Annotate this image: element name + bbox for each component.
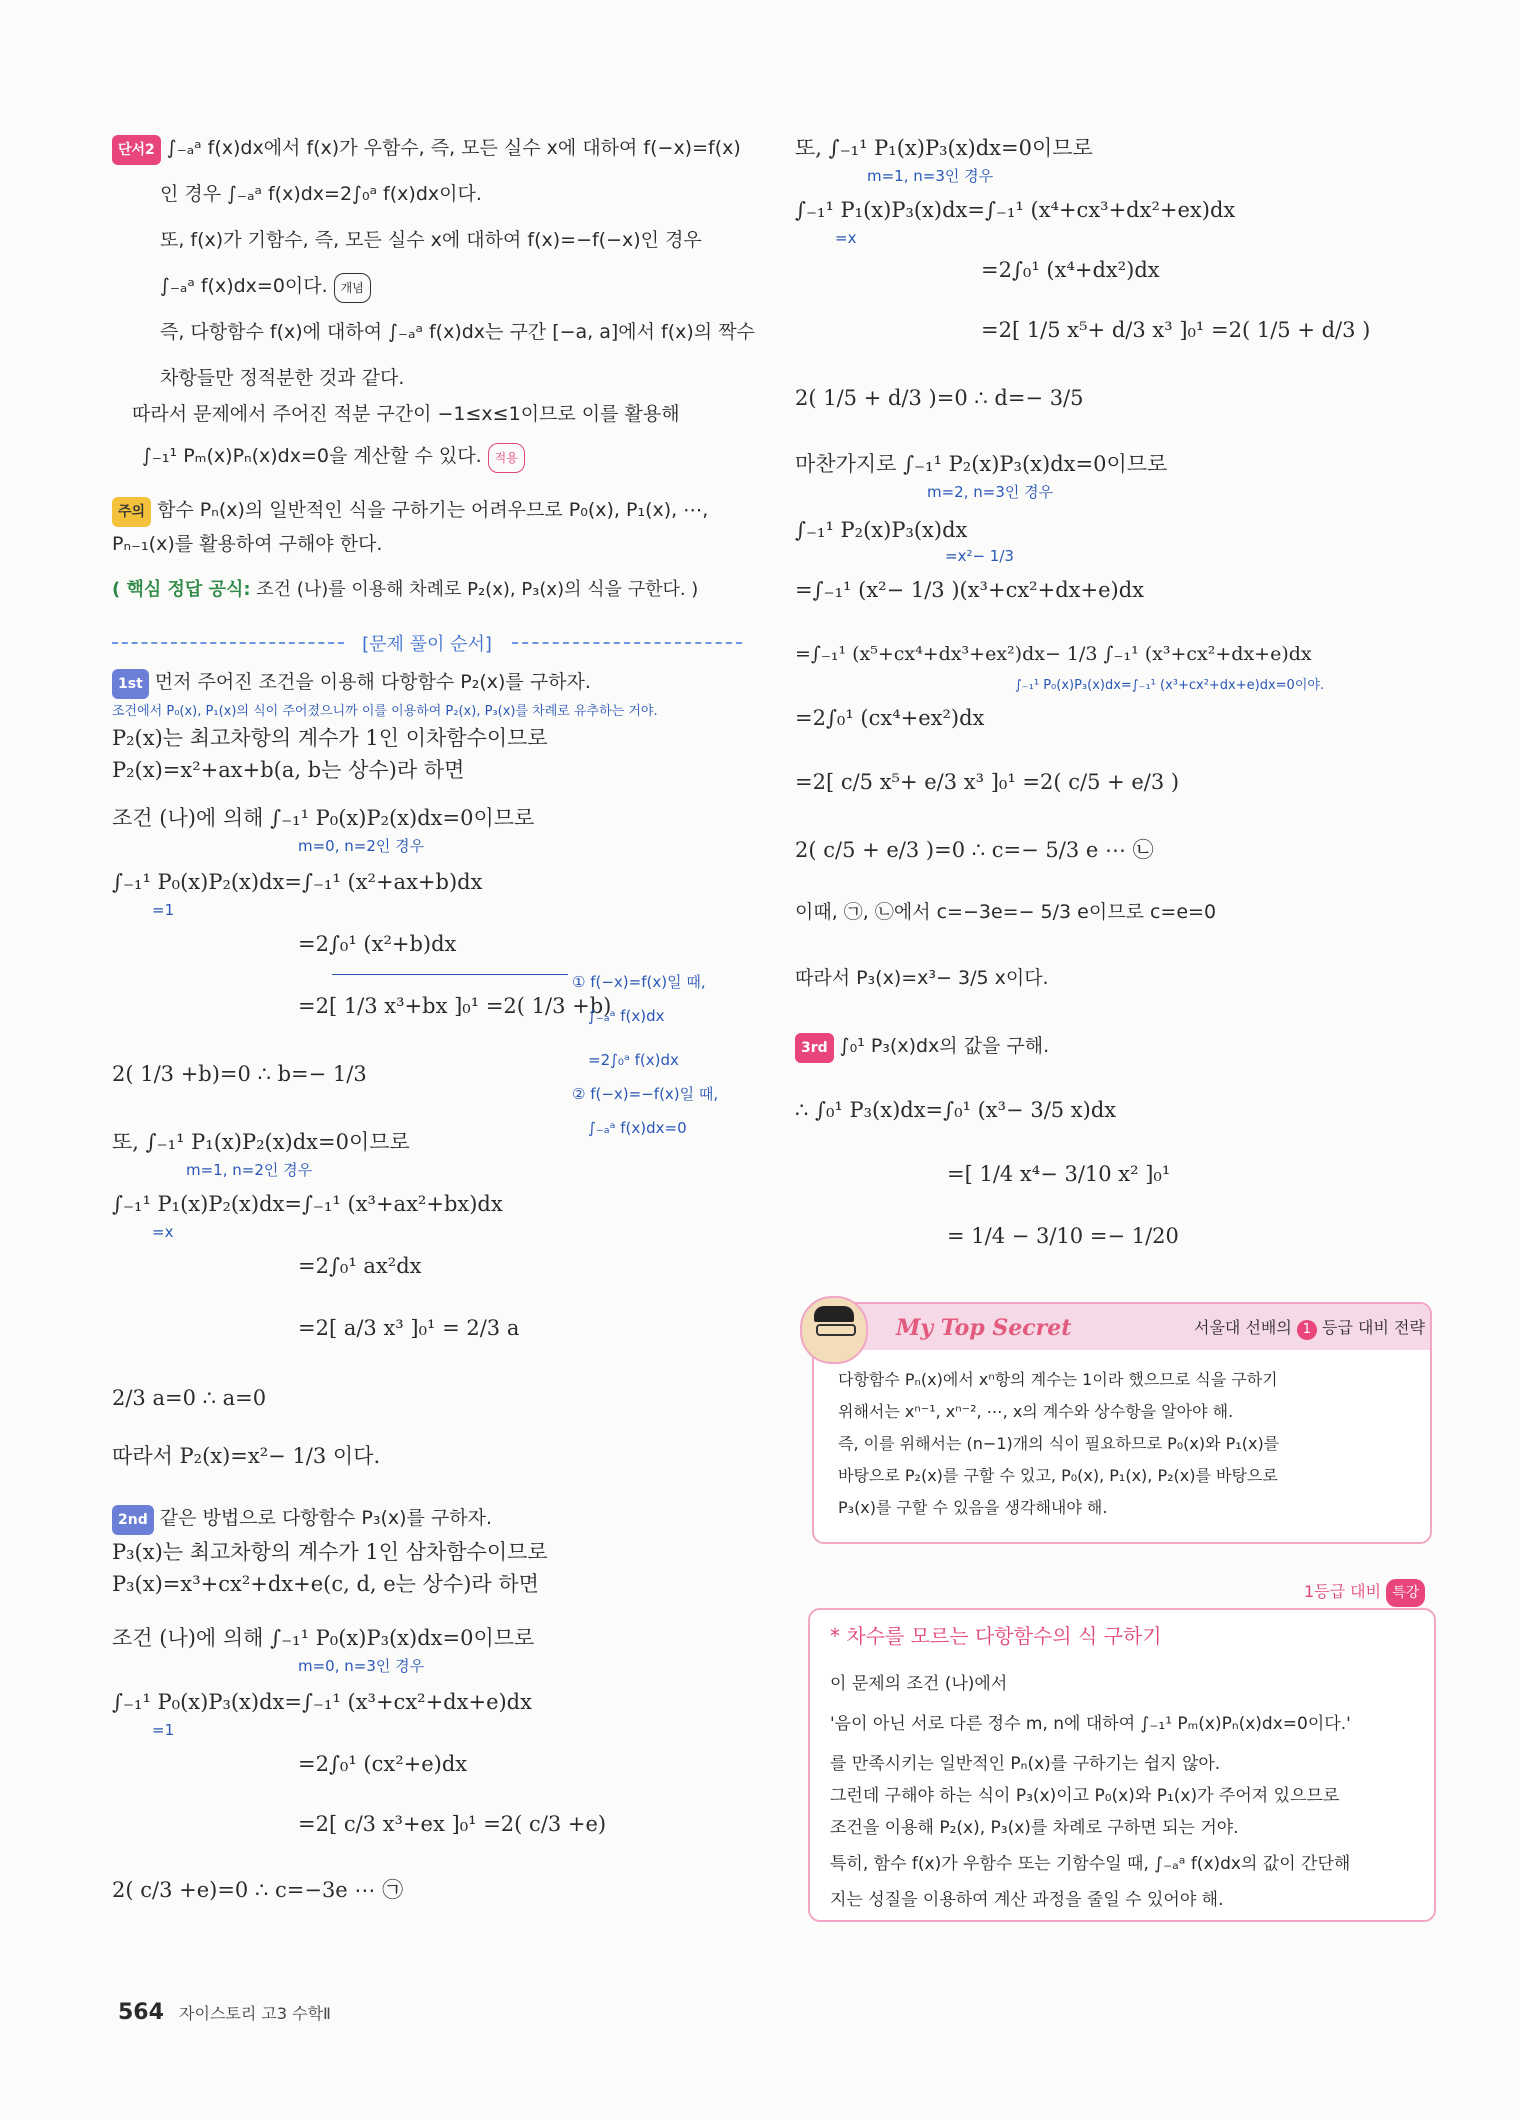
caution-tag: 주의 (112, 497, 151, 527)
right-sub-1: m=1, n=3인 경우 (867, 167, 994, 185)
hint-line-3: 또, f(x)가 기함수, 즉, 모든 실수 x에 대하여 f(x)=−f(−x)인 경우 (160, 229, 702, 251)
right-line-6: 마찬가지로 ∫₋₁¹ P₂(x)P₃(x)dx=0이므로 (795, 452, 1168, 476)
divider-right (512, 642, 742, 644)
avatar-hair (814, 1306, 854, 1322)
secret-line-4: 바탕으로 P₂(x)를 구할 수 있고, P₀(x), P₁(x), P₂(x)를 바탕으로 (838, 1466, 1278, 1485)
special-title: * 차수를 모르는 다항함수의 식 구하기 (830, 1624, 1162, 1648)
special-line-1: 이 문제의 조건 (나)에서 (830, 1674, 1008, 1694)
hint-line-2: 인 경우 ∫₋ₐᵃ f(x)dx=2∫₀ᵃ f(x)dx이다. (160, 183, 482, 205)
right-line-5: 2( 1/5 + d/3 )=0 ∴ d=− 3/5 (795, 386, 1084, 410)
top-secret-title: My Top Secret (896, 1315, 1072, 1341)
secret-line-1: 다항함수 Pₙ(x)에서 xⁿ항의 계수는 1이라 했으므로 식을 구하기 (838, 1370, 1278, 1389)
hint-line-4: ∫₋ₐᵃ f(x)dx=0이다. 개념 (160, 272, 371, 303)
secret-line-2: 위해서는 xⁿ⁻¹, xⁿ⁻², ⋯, x의 계수와 상수항을 알아야 해. (838, 1402, 1234, 1421)
side-note-3: =2∫₀ᵃ f(x)dx (588, 1051, 679, 1069)
step1-line-3: 조건 (나)에 의해 ∫₋₁¹ P₀(x)P₂(x)dx=0이므로 (112, 806, 535, 830)
key-formula (112, 576, 698, 604)
right-line-10: =2∫₀¹ (cx⁴+ex²)dx (795, 706, 985, 730)
caution-line-2: Pₙ₋₁(x)를 활용하여 구해야 한다. (112, 533, 383, 555)
special-line-6: 특히, 함수 f(x)가 우함수 또는 기함수일 때, ∫₋ₐᵃ f(x)dx의 값이 간단해 (830, 1854, 1351, 1874)
step3-line-1: ∴ ∫₀¹ P₃(x)dx=∫₀¹ (x³− 3/5 x)dx (795, 1098, 1117, 1122)
book-title: 자이스토리 고3 수학Ⅱ (179, 2004, 331, 2023)
step1-sub-1: m=0, n=2인 경우 (298, 837, 425, 855)
hint-line-5: 즉, 다항함수 f(x)에 대하여 ∫₋ₐᵃ f(x)dx는 구간 [−a, a]에서 f(x)의 짝수 (160, 321, 755, 343)
step1-line-2: P₂(x)=x²+ax+b(a, b는 상수)라 하면 (112, 758, 465, 782)
step1-line-9: ∫₋₁¹ P₁(x)P₂(x)dx=∫₋₁¹ (x³+ax²+bx)dx (112, 1192, 503, 1216)
special-line-4: 그런데 구해야 하는 식이 P₃(x)이고 P₀(x)와 P₁(x)가 주어져 있으므로 (830, 1786, 1340, 1806)
key-label: ( 핵심 정답 공식: (112, 579, 251, 600)
right-sub-4: =x²− 1/3 (945, 547, 1014, 565)
step1-line-7: 2( 1/3 +b)=0 ∴ b=− 1/3 (112, 1062, 367, 1086)
right-sub-2: =x (835, 229, 857, 247)
right-sub-3: m=2, n=3인 경우 (927, 483, 1054, 501)
step1-line-11: =2[ a/3 x³ ]₀¹ = 2/3 a (298, 1316, 520, 1340)
step2-line-6: =2[ c/3 x³+ex ]₀¹ =2( c/3 +e) (298, 1812, 607, 1836)
caution-line-1: 주의 함수 Pₙ(x)의 일반적인 식을 구하기는 어려우므로 P₀(x), P₁(x), ⋯, (112, 496, 708, 527)
side-note-1: ① f(−x)=f(x)일 때, (572, 973, 706, 991)
right-line-7: ∫₋₁¹ P₂(x)P₃(x)dx (795, 518, 968, 542)
step1-line-10: =2∫₀¹ ax²dx (298, 1254, 422, 1278)
right-line-14: 따라서 P₃(x)=x³− 3/5 x이다. (795, 967, 1049, 989)
special-line-2: '음이 아닌 서로 다른 정수 m, n에 대하여 ∫₋₁¹ Pₘ(x)Pₙ(x)dx=0이다.' (830, 1714, 1351, 1734)
step2-title: 같은 방법으로 다항함수 P₃(x)를 구하자. (159, 1507, 493, 1529)
step1-sub-4: =x (152, 1223, 174, 1241)
step2-line-1: P₃(x)는 최고차항의 계수가 1인 삼차함수이므로 (112, 1540, 548, 1564)
step2-line-3: 조건 (나)에 의해 ∫₋₁¹ P₀(x)P₃(x)dx=0이므로 (112, 1626, 535, 1650)
right-line-11: =2[ c/5 x⁵+ e/3 x³ ]₀¹ =2( c/5 + e/3 ) (795, 770, 1180, 794)
special-tab-badge: 특강 (1386, 1579, 1425, 1607)
page-footer (118, 2000, 331, 2025)
special-tab: 1등급 대비 특강 (1304, 1578, 1425, 1607)
side-note-2: ∫₋ₐᵃ f(x)dx (588, 1007, 665, 1025)
right-line-12: 2( c/5 + e/3 )=0 ∴ c=− 5/3 e ⋯ ㉡ (795, 838, 1154, 862)
side-note-4: ② f(−x)=−f(x)일 때, (572, 1085, 719, 1103)
step1-note: 조건에서 P₀(x), P₁(x)의 식이 주어졌으니까 이를 이용하여 P₂(x), P₃(x)를 차례로 유추하는 거야. (112, 704, 658, 719)
step1-line-13: 따라서 P₂(x)=x²− 1/3 이다. (112, 1444, 381, 1468)
right-line-8: =∫₋₁¹ (x²− 1/3 )(x³+cx²+dx+e)dx (795, 578, 1144, 602)
step1-title: 먼저 주어진 조건을 이용해 다항함수 P₂(x)를 구하자. (154, 671, 591, 693)
key-text: 조건 (나)를 이용해 차례로 P₂(x), P₃(x)의 식을 구한다. ) (256, 579, 699, 600)
top-secret-box (812, 1302, 1432, 1544)
step1-title-line (112, 668, 591, 699)
step2-line-4: ∫₋₁¹ P₀(x)P₃(x)dx=∫₋₁¹ (x³+cx²+dx+e)dx (112, 1690, 532, 1714)
hint-line-1: 단서2 ∫₋ₐᵃ f(x)dx에서 f(x)가 우함수, 즉, 모든 실수 x에 대하여 f(−x)=f(x) (112, 134, 741, 165)
step3-tag: 3rd (795, 1033, 834, 1063)
author-avatar (800, 1296, 868, 1364)
avatar-glasses (816, 1324, 856, 1336)
right-line-9: =∫₋₁¹ (x⁵+cx⁴+dx³+ex²)dx− 1/3 ∫₋₁¹ (x³+cx²+dx+e)dx (795, 643, 1312, 665)
apply-badge: 적용 (488, 443, 525, 473)
step2-sub-1: m=0, n=3인 경우 (298, 1657, 425, 1675)
hint-line-6: 차항들만 정적분한 것과 같다. (160, 367, 405, 389)
hint-tag: 단서2 (112, 135, 161, 165)
step1-tag: 1st (112, 669, 149, 699)
right-line-2: ∫₋₁¹ P₁(x)P₃(x)dx=∫₋₁¹ (x⁴+cx³+dx²+ex)dx (795, 198, 1236, 222)
grade-one-icon: 1 (1297, 1320, 1317, 1340)
step2-tag: 2nd (112, 1505, 154, 1535)
step2-line-5: =2∫₀¹ (cx²+e)dx (298, 1752, 468, 1776)
hint-line-8: ∫₋₁¹ Pₘ(x)Pₙ(x)dx=0을 계산할 수 있다. 적용 (142, 442, 525, 473)
step2-title-line (112, 1504, 492, 1535)
step2-sub-2: =1 (152, 1721, 175, 1739)
side-note-arrow (332, 974, 568, 975)
step3-title: ∫₀¹ P₃(x)dx의 값을 구해. (839, 1035, 1050, 1057)
order-title: [문제 풀이 순서] (362, 634, 492, 655)
secret-line-5: P₃(x)를 구할 수 있음을 생각해내야 해. (838, 1498, 1108, 1517)
step1-line-4: ∫₋₁¹ P₀(x)P₂(x)dx=∫₋₁¹ (x²+ax+b)dx (112, 870, 483, 894)
right-sub-5: ∫₋₁¹ P₀(x)P₃(x)dx=∫₋₁¹ (x³+cx²+dx+e)dx=0이야. (1015, 678, 1325, 693)
right-line-4: =2[ 1/5 x⁵+ d/3 x³ ]₀¹ =2( 1/5 + d/3 ) (981, 318, 1371, 342)
side-note-5: ∫₋ₐᵃ f(x)dx=0 (588, 1119, 687, 1137)
special-lecture-box (808, 1608, 1436, 1922)
special-line-5: 조건을 이용해 P₂(x), P₃(x)를 차례로 구하면 되는 거야. (830, 1818, 1239, 1838)
right-line-1: 또, ∫₋₁¹ P₁(x)P₃(x)dx=0이므로 (795, 136, 1093, 160)
secret-line-3: 즉, 이를 위해서는 (n−1)개의 식이 필요하므로 P₀(x)와 P₁(x)를 (838, 1434, 1280, 1453)
right-line-3: =2∫₀¹ (x⁴+dx²)dx (981, 258, 1160, 282)
step3-line-3: = 1/4 − 3/10 =− 1/20 (947, 1224, 1179, 1248)
step1-line-1: P₂(x)는 최고차항의 계수가 1인 이차함수이므로 (112, 726, 548, 750)
page-number: 564 (118, 2000, 164, 2025)
right-line-13: 이때, ㉠, ㉡에서 c=−3e=− 5/3 e이므로 c=e=0 (795, 901, 1217, 923)
special-line-7: 지는 성질을 이용하여 계산 과정을 줄일 수 있어야 해. (830, 1890, 1224, 1910)
step1-line-6: =2[ 1/3 x³+bx ]₀¹ =2( 1/3 +b) (298, 994, 612, 1018)
step3-title-line (795, 1032, 1049, 1063)
step2-line-2: P₃(x)=x³+cx²+dx+e(c, d, e는 상수)라 하면 (112, 1572, 539, 1596)
step2-line-7: 2( c/3 +e)=0 ∴ c=−3e ⋯ ㉠ (112, 1878, 404, 1902)
step1-sub-3: m=1, n=2인 경우 (186, 1161, 313, 1179)
step1-line-8: 또, ∫₋₁¹ P₁(x)P₂(x)dx=0이므로 (112, 1130, 410, 1154)
hint-line-7: 따라서 문제에서 주어진 적분 구간이 −1≤x≤1이므로 이를 활용해 (132, 403, 680, 425)
step3-line-2: =[ 1/4 x⁴− 3/10 x² ]₀¹ (947, 1162, 1171, 1186)
concept-badge: 개념 (334, 273, 371, 303)
step1-line-5: =2∫₀¹ (x²+b)dx (298, 932, 457, 956)
special-line-3: 를 만족시키는 일반적인 Pₙ(x)를 구하기는 쉽지 않아. (830, 1754, 1221, 1774)
step1-line-12: 2/3 a=0 ∴ a=0 (112, 1386, 267, 1410)
top-secret-tagline: 서울대 선배의 1 등급 대비 전략 (1194, 1314, 1425, 1342)
step1-sub-2: =1 (152, 901, 175, 919)
